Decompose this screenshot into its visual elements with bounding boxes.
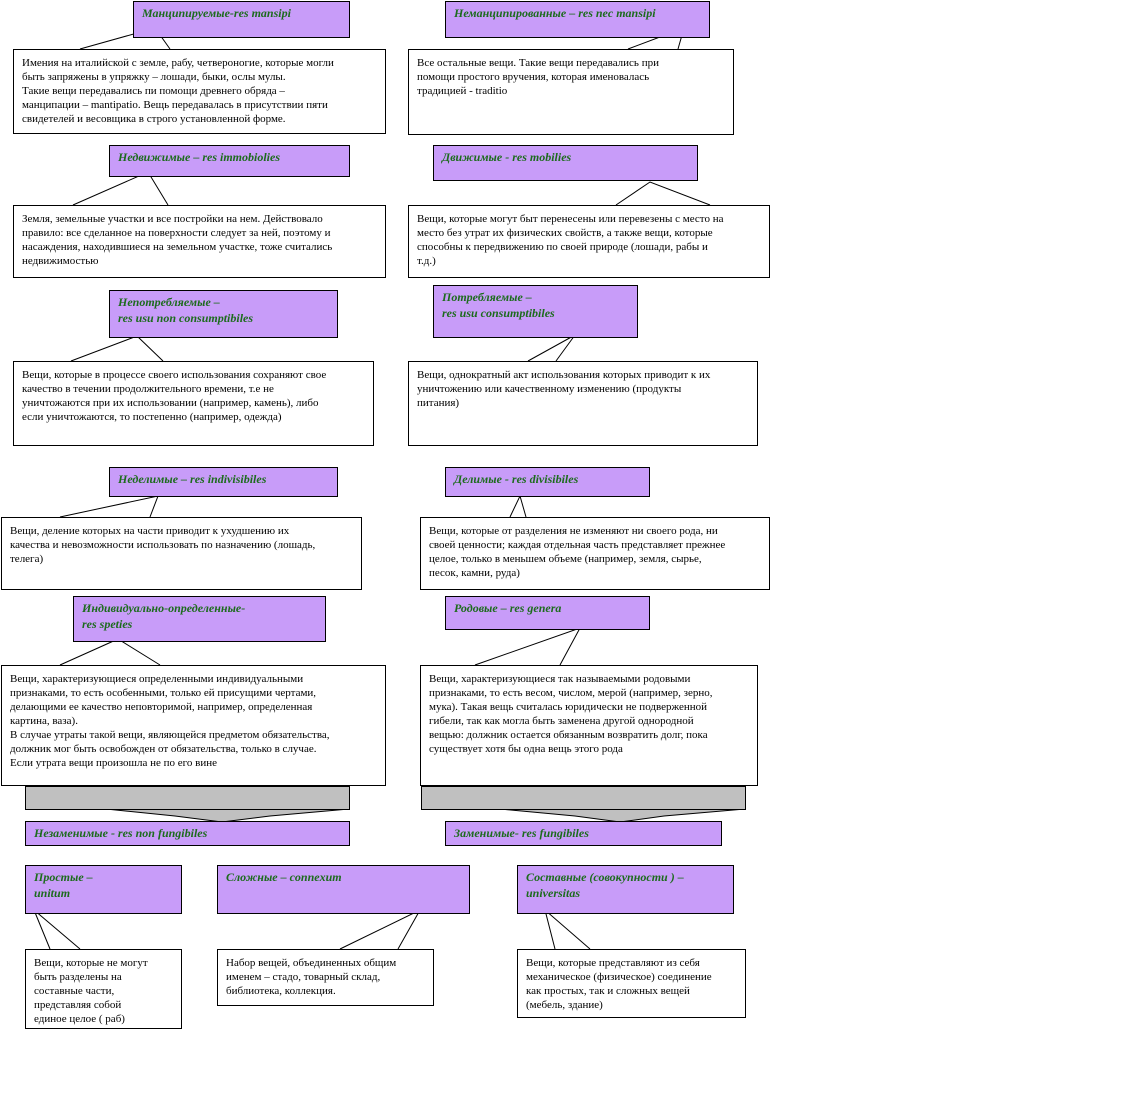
header-unitum: Простые – unitum [25,865,182,914]
header-universitas: Составные (совокупности ) – universitas [517,865,734,914]
header-res-mancipi: Манципируемые-res mansipi [133,1,350,38]
desc-connexum: Набор вещей, объединенных общим именем – стадо, товарный склад, библиотека, коллекция. [217,949,434,1006]
desc-res-nec-mancipi: Все остальные вещи. Такие вещи передавались при помощи простого вручения, которая именовалась традицией - traditio [408,49,734,135]
header-res-nec-mancipi: Неманципированные – res nec mansipi [445,1,710,38]
desc-res-immobiles: Земля, земельные участки и все постройки на нем. Действовало правило: все сделанное на поверхности следует за ней, поэтому и насаждения, находившиеся на земельном участке, тоже считались недвижимостью [13,205,386,278]
callout-pointer [60,496,158,517]
header-res-non-fungibiles: Незаменимые - res non fungibiles [25,821,350,846]
transition-bar [421,786,746,810]
header-res-indivisibiles: Неделимые – res indivisibiles [109,467,338,497]
header-res-mobiles: Движимые - res mobilies [433,145,698,181]
transition-bar [25,786,350,810]
header-connexum: Сложные – connexum [217,865,470,914]
callout-pointer [34,910,80,949]
header-res-divisibiles: Делимые - res divisibiles [445,467,650,497]
callout-pointer [60,639,160,665]
desc-universitas: Вещи, которые представляют из себя механическое (физическое) соединение как простых, так и сложных вещей (мебель, здание) [517,949,746,1018]
desc-res-mancipi: Имения на италийской с земле, рабу, четвероногие, которые могли быть запряжены в упряжку – лошади, быки, ослы мулы. Такие вещи передавались пи помощи древнего обряда – манципации – mantipatio. Вещь передавалась в присутствии пяти свидетелей и весовщика в строго установленной форме. [13,49,386,134]
desc-res-consumptibiles: Вещи, однократный акт использования которых приводит к их уничтожению или качественному изменению (продукты питания) [408,361,758,446]
header-res-non-consumptibiles: Непотребляемые – res usu non consumptibiles [109,290,338,338]
desc-unitum: Вещи, которые не могут быть разделены на составные части, представляя собой единое целое ( раб) [25,949,182,1029]
desc-res-non-consumptibiles: Вещи, которые в процессе своего использования сохраняют свое качество в течении продолжительного времени, т.е не уничтожаются при их использовании (например, камень), либо если уничтожаются, то постепенно (например, одежда) [13,361,374,446]
header-res-species: Индивидуально-определенные- res speties [73,596,326,642]
callout-pointer [340,910,420,949]
callout-pointer [528,335,575,361]
callout-pointer [616,182,710,205]
desc-res-divisibiles: Вещи, которые от разделения не изменяют ни своего рода, ни своей ценности; каждая отдельная часть представляет прежнее целое, только в меньшем объеме (например, земля, сырье, песок, камни, руда) [420,517,770,590]
header-res-fungibiles: Заменимые- res fungibiles [445,821,722,846]
callout-pointer [510,496,526,517]
header-res-immobiles: Недвижимые – res immobiolies [109,145,350,177]
desc-res-indivisibiles: Вещи, деление которых на части приводит к ухудшению их качества и невозможности использовать по назначению (лошадь, телега) [1,517,362,590]
header-res-genera: Родовые – res genera [445,596,650,630]
desc-res-genera: Вещи, характеризующиеся так называемыми родовыми признаками, то есть весом, числом, мерой (например, зерно, мука). Такая вещь считалась юридически не подверженной гибели, так как могла быть заменена другой однородной вещью: должник остается обязанным возвратить долг, пока существует хотя бы одна вещь этого рода [420,665,758,786]
header-res-consumptibiles: Потребляемые – res usu consumptibiles [433,285,638,338]
callout-pointer [71,336,163,361]
callout-pointer [545,910,590,949]
desc-res-mobiles: Вещи, которые могут быт перенесены или перевезены с место на место без утрат их физических свойств, а также вещи, которые способны к передвижению по своей природе (лошади, рабы и т.д.) [408,205,770,278]
callout-pointer [475,628,580,665]
desc-res-species: Вещи, характеризующиеся определенными индивидуальными признаками, то есть особенными, только ей присущими чертами, делающими ее качество неповторимой, например, определенная картина, ваза). В случае утраты такой вещи, являющейся предметом обязательства, должник мог быть освобожден от обязательства, только в случае. Если утрата вещи произошла не по его вине [1,665,386,786]
